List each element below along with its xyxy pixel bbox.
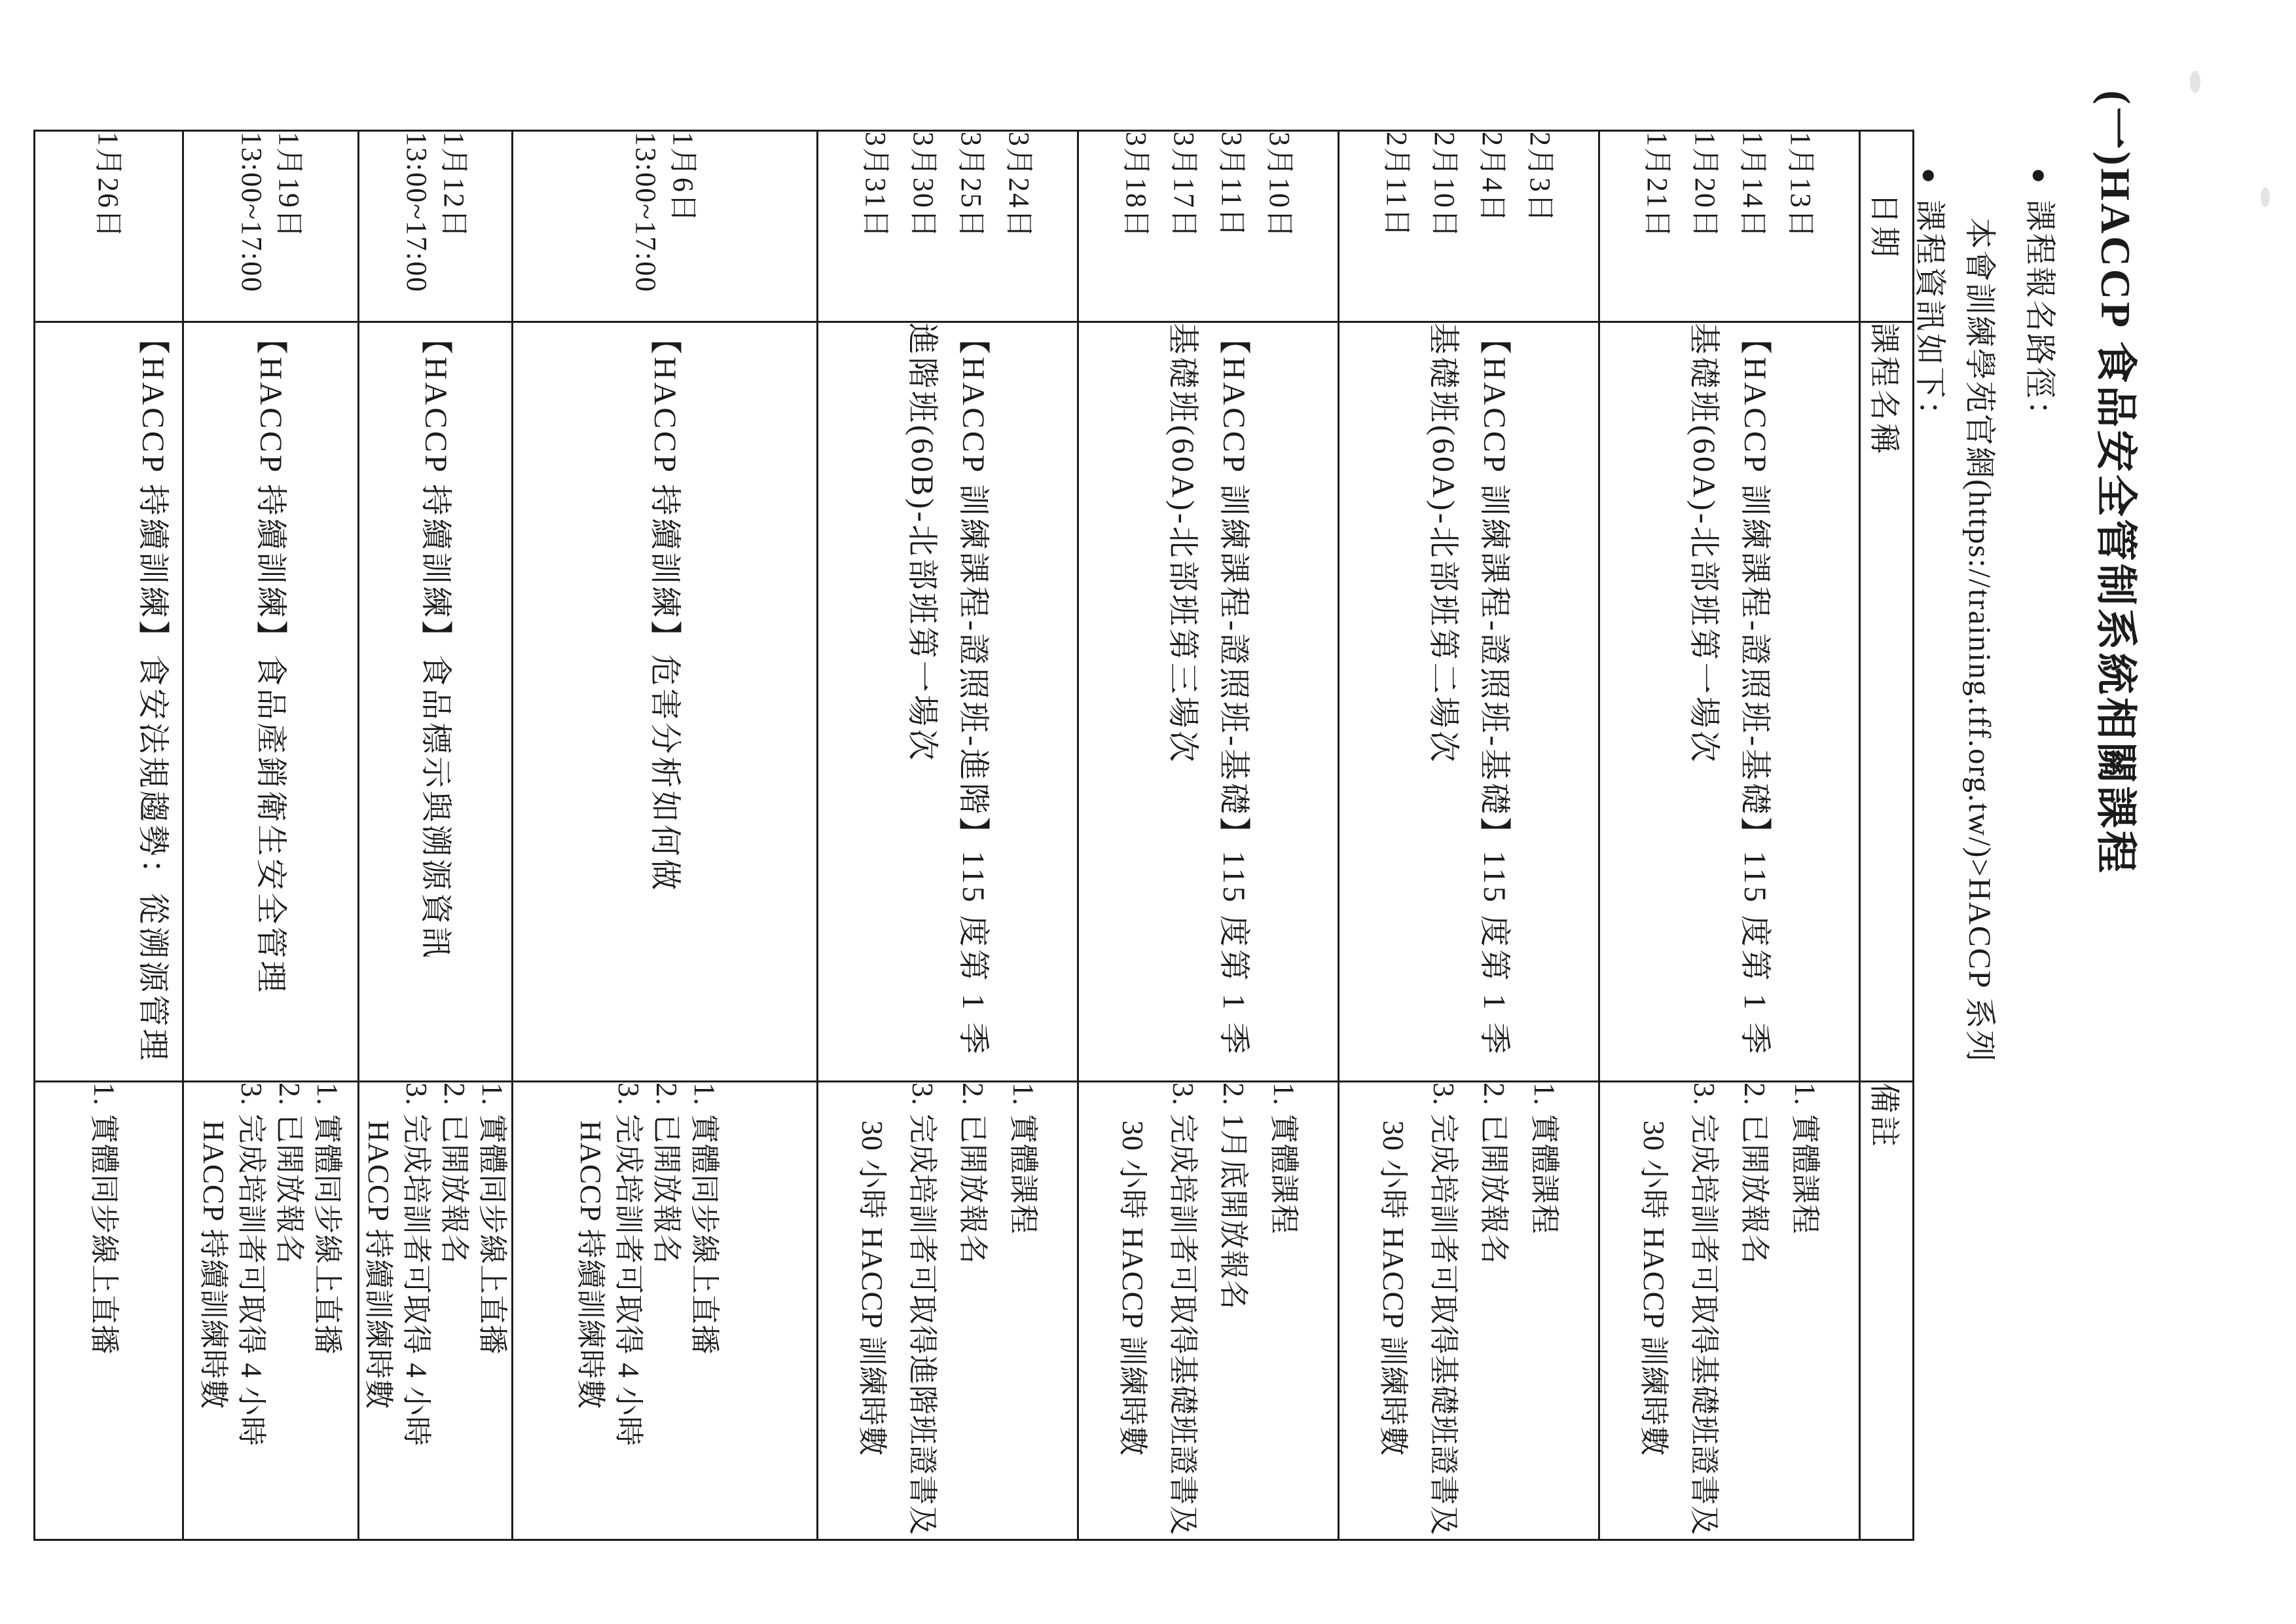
notes-cell — [1078, 1082, 1339, 1540]
course-table — [33, 130, 1914, 1541]
date-line: 2月11日 — [1381, 132, 1413, 238]
scan-artifact — [2261, 187, 2270, 207]
date-cell — [359, 131, 513, 322]
date-line: 1月19日 — [273, 132, 306, 239]
date-line: 3月10日 — [1264, 132, 1296, 239]
note-line: 1. 實體課程 — [1267, 1082, 1301, 1235]
date-line: 2月3日 — [1524, 132, 1557, 223]
table-row — [183, 131, 359, 1540]
date-cell — [1078, 131, 1339, 322]
notes-cell — [183, 1082, 359, 1540]
course-name-cell: 【HACCP 訓練課程-證照班-進階】115 度第 1 季進階班(60B)-北部班第一場次 — [818, 322, 1078, 1082]
date-cell — [818, 131, 1078, 322]
note-line: 3. 完成培訓者可取得進階班證書及 30 小時 HACCP 訓練時數 — [856, 1082, 939, 1536]
course-info-label: 課程資訊如下： — [1912, 200, 1947, 434]
table-row — [1599, 131, 1860, 1540]
date-line: 1月13日 — [1785, 132, 1817, 239]
header-date: 日期 — [1860, 131, 1914, 322]
course-name-cell: 【HACCP 訓練課程-證照班-基礎】115 度第 1 季基礎班(60A)-北部班第三場次 — [1078, 322, 1339, 1082]
note-line: 3. 完成培訓者可取得 4 小時 HACCP 持續訓練時數 — [362, 1082, 433, 1447]
date-cell — [513, 131, 818, 322]
registration-path-label: 課程報名路徑： — [2022, 200, 2057, 434]
table-row — [1078, 131, 1339, 1540]
note-line: 2. 已開放報名 — [1478, 1082, 1511, 1265]
table-header-row — [1860, 131, 1914, 1540]
date-line: 1月6日 — [667, 132, 700, 223]
note-line: 2. 已開放報名 — [438, 1082, 471, 1265]
note-line: 1. 實體同步線上直播 — [688, 1082, 721, 1356]
note-line: 1. 實體課程 — [1007, 1082, 1040, 1235]
note-line: 3. 完成培訓者可取得 4 小時 HACCP 持續訓練時數 — [574, 1082, 646, 1447]
scan-artifact — [2190, 71, 2200, 93]
note-line: 2. 已開放報名 — [650, 1082, 683, 1265]
table-row — [359, 131, 513, 1540]
notes-cell — [359, 1082, 513, 1540]
course-name-cell: 【HACCP 訓練課程-證照班-基礎】115 度第 1 季基礎班(60A)-北部班第二場次 — [1339, 322, 1599, 1082]
time-line: 13:00~17:00 — [401, 132, 433, 293]
note-line: 3. 完成培訓者可取得基礎班證書及 30 小時 HACCP 訓練時數 — [1116, 1082, 1200, 1536]
date-line: 1月21日 — [1641, 132, 1674, 239]
note-line: 2. 已開放報名 — [957, 1082, 990, 1265]
date-line: 3月31日 — [860, 132, 892, 239]
course-name-cell: 【HACCP 持續訓練】危害分析如何做 — [513, 322, 818, 1082]
note-line: 3. 完成培訓者可取得基礎班證書及 30 小時 HACCP 訓練時數 — [1377, 1082, 1461, 1536]
date-line: 2月10日 — [1429, 132, 1461, 239]
notes-cell — [513, 1082, 818, 1540]
notes-cell — [818, 1082, 1078, 1540]
date-line: 1月12日 — [438, 132, 470, 239]
notes-cell — [1339, 1082, 1599, 1540]
date-line: 2月4日 — [1476, 132, 1509, 223]
registration-path-url: 本會訓練學苑官網(https://training.tff.org.tw/)>HACCP 系列 — [1962, 217, 1997, 1063]
date-cell — [1339, 131, 1599, 322]
date-line: 1月20日 — [1689, 132, 1722, 239]
table-row — [818, 131, 1078, 1540]
bullet-icon: ● — [1915, 168, 1944, 186]
notes-cell — [35, 1082, 183, 1540]
date-line: 3月24日 — [1003, 132, 1036, 239]
note-line: 1. 實體同步線上直播 — [476, 1082, 509, 1356]
table-row — [1339, 131, 1599, 1540]
bullet-icon: ● — [2025, 168, 2054, 186]
course-name-cell: 【HACCP 持續訓練】食品標示與溯源資訊 — [359, 322, 513, 1082]
document-title: (一)HACCP 食品安全管制系統相關課程 — [2092, 90, 2139, 876]
note-line: 2. 1月底開放報名 — [1217, 1082, 1250, 1310]
note-line: 1. 實體同步線上直播 — [88, 1082, 120, 1356]
note-line: 1. 實體課程 — [1528, 1082, 1561, 1235]
bullet-line-course-info — [1910, 168, 1956, 434]
note-line: 2. 已開放報名 — [1738, 1082, 1772, 1265]
date-cell — [1599, 131, 1860, 322]
note-line: 2. 已開放報名 — [273, 1082, 306, 1265]
course-name-cell: 【HACCP 持續訓練】食安法規趨勢：從溯源管理 — [35, 322, 183, 1082]
time-line: 13:00~17:00 — [630, 132, 663, 293]
header-notes: 備註 — [1860, 1082, 1914, 1540]
table-row — [513, 131, 818, 1540]
note-line: 3. 完成培訓者可取得基礎班證書及 30 小時 HACCP 訓練時數 — [1637, 1082, 1721, 1536]
note-line: 3. 完成培訓者可取得 4 小時 HACCP 持續訓練時數 — [197, 1082, 268, 1447]
bullet-line-registration — [2020, 168, 2066, 434]
date-line: 3月30日 — [907, 132, 940, 239]
notes-cell — [1599, 1082, 1860, 1540]
note-line: 1. 實體課程 — [1789, 1082, 1822, 1235]
date-line: 3月11日 — [1216, 132, 1248, 238]
date-line: 1月14日 — [1737, 132, 1770, 239]
table-row — [35, 131, 183, 1540]
date-line: 3月25日 — [955, 132, 988, 239]
date-line: 3月17日 — [1168, 132, 1201, 239]
time-line: 13:00~17:00 — [236, 132, 268, 293]
header-course-name: 課程名稱 — [1860, 322, 1914, 1082]
date-line: 1月26日 — [92, 132, 125, 239]
date-cell — [183, 131, 359, 322]
note-line: 1. 實體同步線上直播 — [311, 1082, 344, 1356]
course-name-cell: 【HACCP 訓練課程-證照班-基礎】115 度第 1 季基礎班(60A)-北部班第一場次 — [1599, 322, 1860, 1082]
date-line: 3月18日 — [1120, 132, 1153, 239]
date-cell — [35, 131, 183, 322]
course-name-cell: 【HACCP 持續訓練】食品產銷衛生安全管理 — [183, 322, 359, 1082]
